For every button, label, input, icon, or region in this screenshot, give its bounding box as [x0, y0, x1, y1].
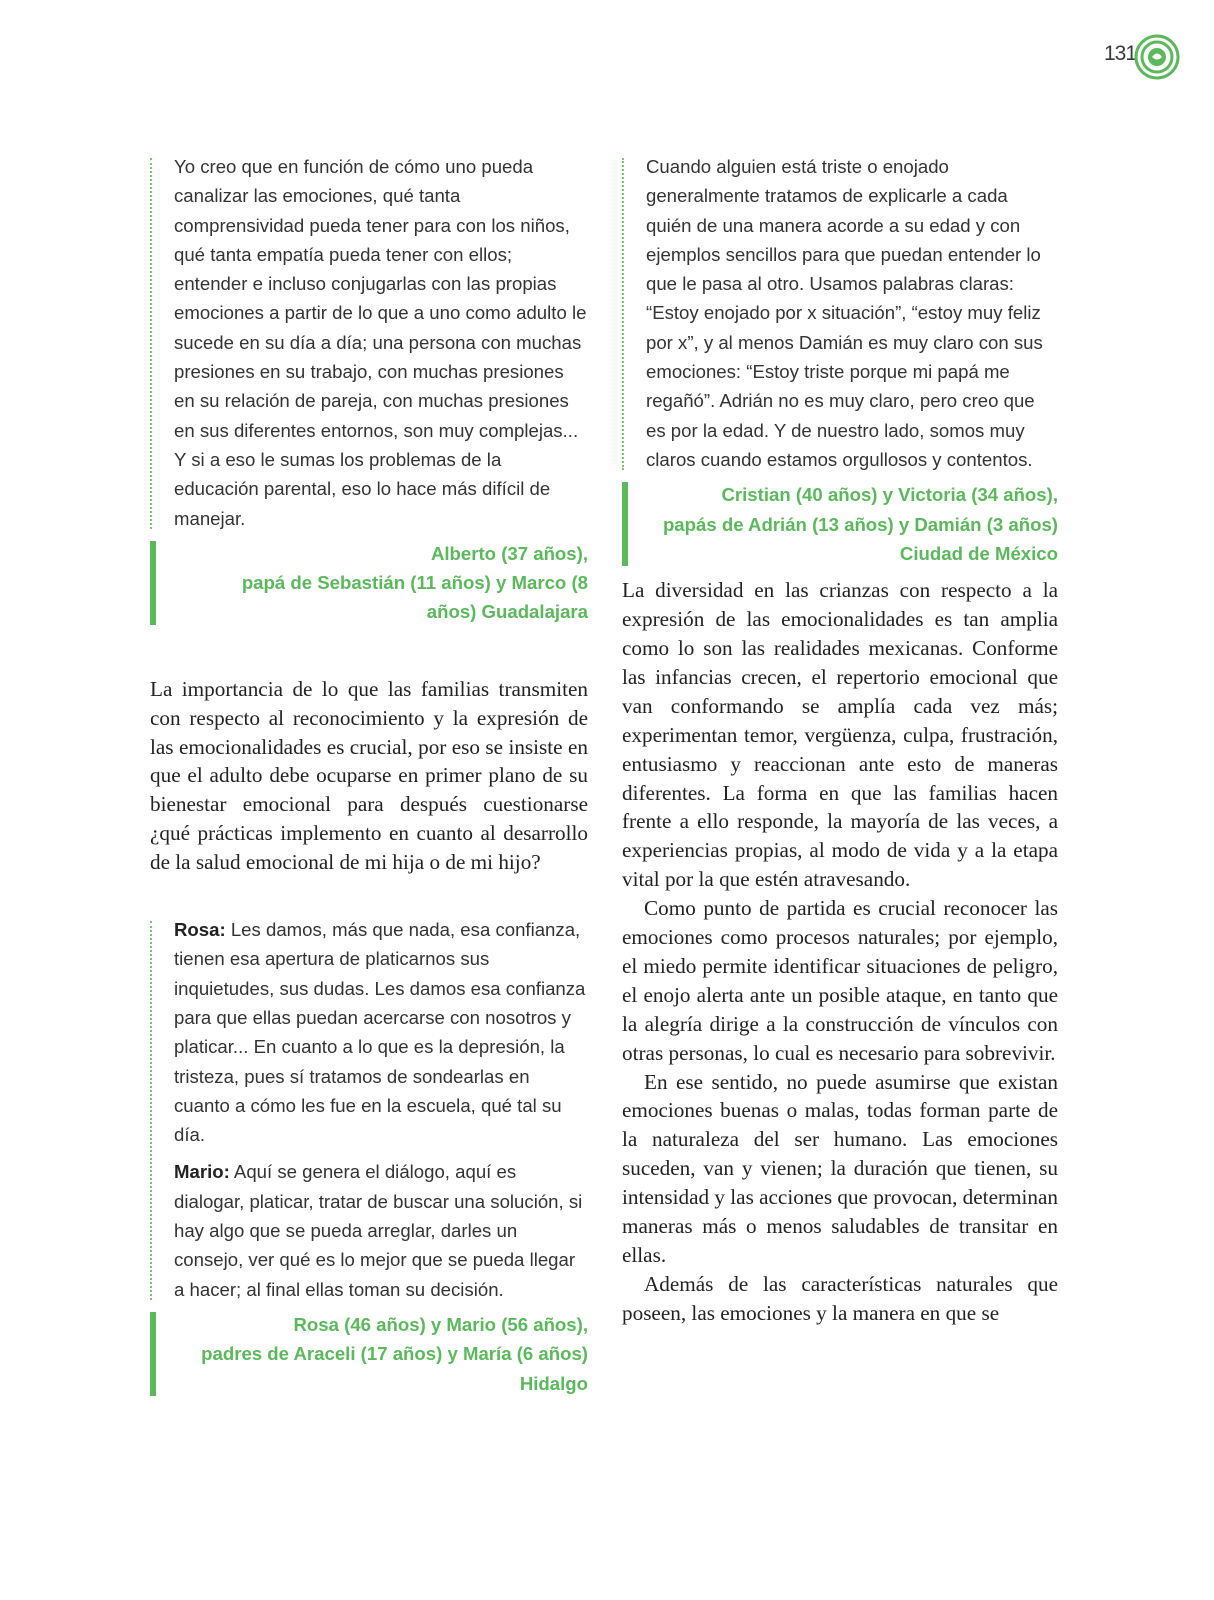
quote-text: Cuando alguien está triste o enojado generalmente tratamos de explicarle a cada quién de una manera acorde a su edad y con ejemplos sencillos para que puedan entender lo que le pasa al otro. Usamos palabras claras: “Estoy enojado por x situación”, “estoy muy feliz por x”, y al menos Damián es muy claro con sus emociones: “Estoy triste porque mi papá me regañó”. Adrián no es muy claro, pero creo que es por la edad. Y de nuestro lado, somos muy claros cuando estamos orgullosos y contentos. [646, 156, 1043, 470]
body-paragraph: La diversidad en las crianzas con respecto a la expresión de las emocionalidades es tan amplia como lo son las realidades mexicanas. Conforme las infancias crecen, el repertorio emocional que van conformando se amplía cada vez más; experimentan temor, vergüenza, culpa, frustración, entusiasmo y reaccionan ante esto de maneras diferentes. La forma en que las familias hacen frente a ello responde, la mayoría de las veces, a experiencias propias, al modo de vida y a la etapa vital por la que estén atravesando. [622, 578, 1058, 892]
body-paragraph: En ese sentido, no puede asumirse que existan emociones buenas o malas, todas forman parte de la naturaleza del ser humano. Las emociones suceden, van y vienen; la duración que tienen, su intensidad y las acciones que provocan, determinan maneras más o menos saludables de transitar en ellas. [622, 1069, 1058, 1267]
left-column [150, 152, 588, 1398]
attribution-line: papá de Sebastián (11 años) y Marco (8 [241, 572, 588, 594]
page-number: 131 [1104, 42, 1137, 65]
attribution-line: papás de Adrián (13 años) y Damián (3 años) [662, 513, 1058, 535]
testimony-attribution [622, 480, 1058, 568]
attribution-line: años) Guadalajara [426, 601, 588, 623]
quote-text [174, 1157, 588, 1303]
testimony-attribution [150, 1310, 588, 1398]
body-paragraph: La importancia de lo que las familias transmiten con respecto al reconocimiento y la expresión de las emocionalidades es crucial, por eso se insiste en que el adulto debe ocuparse en primer plano de su bienestar emocional para después cuestionarse ¿qué prácticas implemento en cuanto al desarrollo de la salud emocional de mi hija o de mi hijo? [150, 676, 588, 875]
body-paragraph: Como punto de partida es crucial reconocer las emociones como procesos naturales; por ejemplo, el miedo permite identificar situaciones de peligro, el enojo alerta ante un posible ataque, en tanto que la alegría dirige a la construcción de vínculos con otras personas, lo cual es necesario para sobrevivir. [622, 896, 1058, 1065]
testimony-attribution [150, 539, 588, 627]
quote-text: Yo creo que en función de cómo uno pueda canalizar las emociones, qué tanta comprensividad pueda tener para con los niños, qué tanta empatía pueda tener con ellos; entender e incluso conjugarlas con las propias emociones a partir de lo que a uno como adulto le sucede en su día a día; una persona con muchas presiones en su trabajo, con muchas presiones en su relación de pareja, con muchas presiones en sus diferentes entornos, son muy complejas... Y si a eso le sumas los problemas de la educación parental, eso lo hace más difícil de manejar. [174, 156, 587, 529]
body-paragraph: Además de las características naturales que poseen, las emociones y la manera en que se [622, 1271, 1058, 1325]
testimony-quote [150, 915, 588, 1304]
speaker-name: Mario: [174, 1161, 230, 1183]
testimony-quote [150, 152, 588, 533]
attribution-line: Ciudad de México [899, 542, 1058, 564]
attribution-line: Alberto (37 años), [430, 542, 588, 564]
green-circle-emblem-icon [1134, 34, 1180, 80]
right-column [622, 152, 1058, 1328]
attribution-line: Hidalgo [519, 1372, 588, 1394]
quote-text-part: Aquí se genera el diálogo, aquí es dialogar, platicar, tratar de buscar una solución, si hay algo que se pueda arreglar, darles un consejo, ver qué es lo mejor que se pueda llegar a hacer; al final ellas toman su decisión. [174, 1161, 583, 1300]
quote-text-part: Les damos, más que nada, esa confianza, tienen esa apertura de platicarnos sus inquietudes, sus dudas. Les damos esa confianza para que ellas puedan acercarse con nosotros y platicar... En cuanto a lo que es la depresión, la tristeza, pues sí tratamos de sondearlas en cuanto a cómo les fue en la escuela, qué tal su día. [174, 919, 586, 1146]
attribution-line: Rosa (46 años) y Mario (56 años), [293, 1313, 588, 1335]
attribution-line: Cristian (40 años) y Victoria (34 años), [721, 484, 1058, 506]
speaker-name: Rosa: [174, 919, 226, 941]
testimony-quote [622, 152, 1058, 474]
quote-text [174, 915, 588, 1149]
attribution-line: padres de Araceli (17 años) y María (6 años) [201, 1343, 588, 1365]
